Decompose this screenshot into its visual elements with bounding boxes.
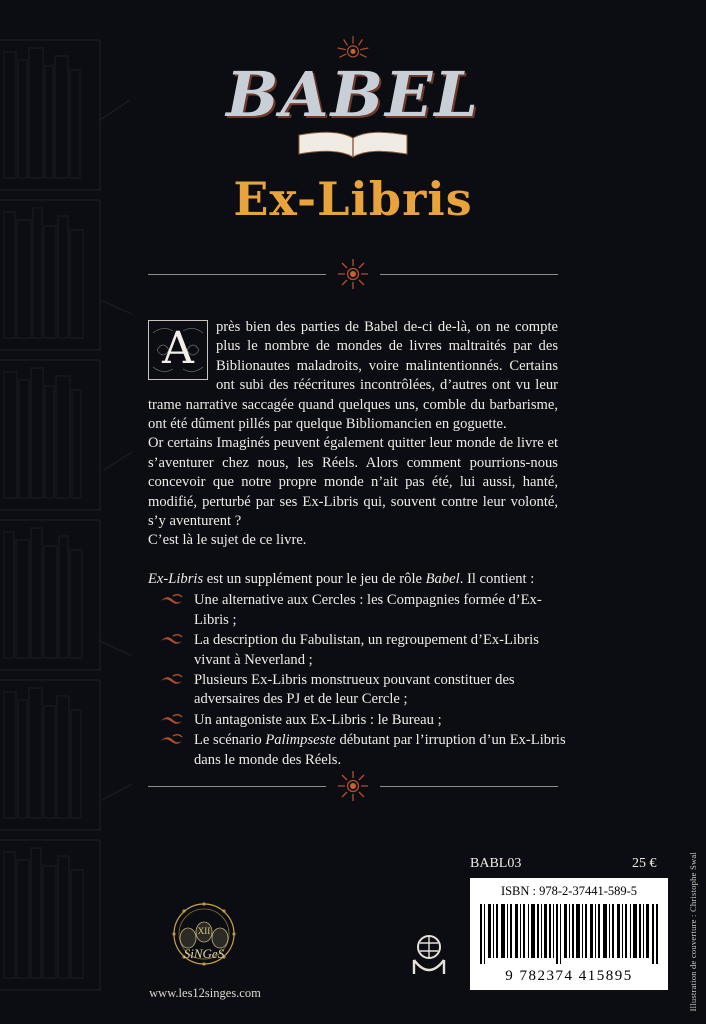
contents-lead (148, 570, 568, 589)
flourish-bullet-icon (160, 673, 184, 689)
open-book-icon (293, 130, 413, 160)
product-reference-code: BABL03 (470, 856, 522, 871)
ornament-divider-top (148, 258, 558, 290)
ornament-divider-bottom (148, 770, 558, 802)
flourish-bullet-icon (160, 733, 184, 749)
list-item-prefix: Le scénario (194, 732, 266, 749)
barcode-bars (480, 904, 658, 964)
list-item (158, 731, 568, 770)
list-item-label: Une alternative aux Cercles : les Compagnies formée d’Ex-Libris ; (194, 592, 542, 628)
contents-lead-title: Ex-Libris (148, 571, 204, 587)
publisher-url: www.les12singes.com (149, 986, 261, 1000)
contents-list (148, 591, 568, 770)
contents-lead-middle: est un supplément pour le jeu de rôle (203, 571, 426, 587)
sun-icon (337, 258, 369, 290)
babel-logo (0, 34, 706, 160)
svg-text:SiNGeS: SiNGeS (183, 946, 225, 961)
publisher-logo-icon (158, 898, 250, 976)
blurb-paragraph-3: C’est là le sujet de ce livre. (148, 532, 307, 549)
list-item-label: Un antagoniste aux Ex-Libris : le Bureau ; (194, 711, 442, 728)
blurb-paragraph-2: Or certains Imaginés peuvent également quitter leur monde de livre et s’aventurer chez nous, les Réels. Alors comment pourrions-nous concevoir que notre propre monde n’ait pas été, lui aussi, hanté, modifié, perturbé par ses Ex-Libris qui, souvent contre leur volonté, s’y aventurent ? (148, 435, 558, 530)
barcode-digits: 9 782374 415895 (505, 968, 633, 984)
list-item-scenario-title: Palimpseste (265, 732, 336, 749)
list-item (158, 671, 568, 710)
divider-rule-left (148, 786, 326, 787)
barcode (470, 878, 668, 990)
contents-lead-game: Babel (425, 571, 460, 587)
contents-lead-end: . Il contient : (459, 571, 535, 587)
list-item-label: Plusieurs Ex-Libris monstrueux pouvant constituer des adversaires des PJ et de leur Cercle ; (194, 672, 515, 708)
distributor-logo-icon (406, 930, 452, 982)
list-item (158, 711, 568, 730)
sun-icon (337, 770, 369, 802)
logo-wordmark: BABEL (226, 58, 480, 131)
list-item-label: La description du Fabulistan, un regroupement d’Ex-Libris vivant à Neverland ; (194, 632, 539, 668)
drop-cap-letter: A (162, 323, 194, 375)
blurb-text (148, 318, 558, 551)
list-item (158, 591, 568, 630)
flourish-bullet-icon (160, 633, 184, 649)
contents-section (148, 570, 568, 771)
page-title: Ex-Libris (233, 172, 473, 226)
flourish-bullet-icon (160, 593, 184, 609)
divider-rule-left (148, 274, 326, 275)
blurb-paragraph-1: près bien des parties de Babel de-ci de-là, on ne compte plus le nombre de mondes de livres maltraités par des Biblionautes maladroits, voire malintentionnés. Certains ont subi des réécritures incontrôlées, d’autres ont vu leur trame narrative saccagée quand quelques uns, comble du barbarisme, ont été dûment pillés par quelque Bibliomancien en goguette. (148, 319, 558, 433)
svg-text:XII: XII (197, 926, 211, 936)
price-label: 25 € (632, 856, 657, 871)
list-item (158, 631, 568, 670)
cover-illustration-credit: Illustration de couverture : Christophe Swal (688, 852, 698, 1012)
flourish-bullet-icon (160, 713, 184, 729)
isbn-label: ISBN : 978-2-37441-589-5 (500, 884, 638, 898)
divider-rule-right (380, 786, 558, 787)
drop-cap (148, 320, 208, 380)
list-item-suffix: débutant par l’irruption d’un Ex-Libris dans le monde des Réels. (194, 732, 566, 768)
divider-rule-right (380, 274, 558, 275)
